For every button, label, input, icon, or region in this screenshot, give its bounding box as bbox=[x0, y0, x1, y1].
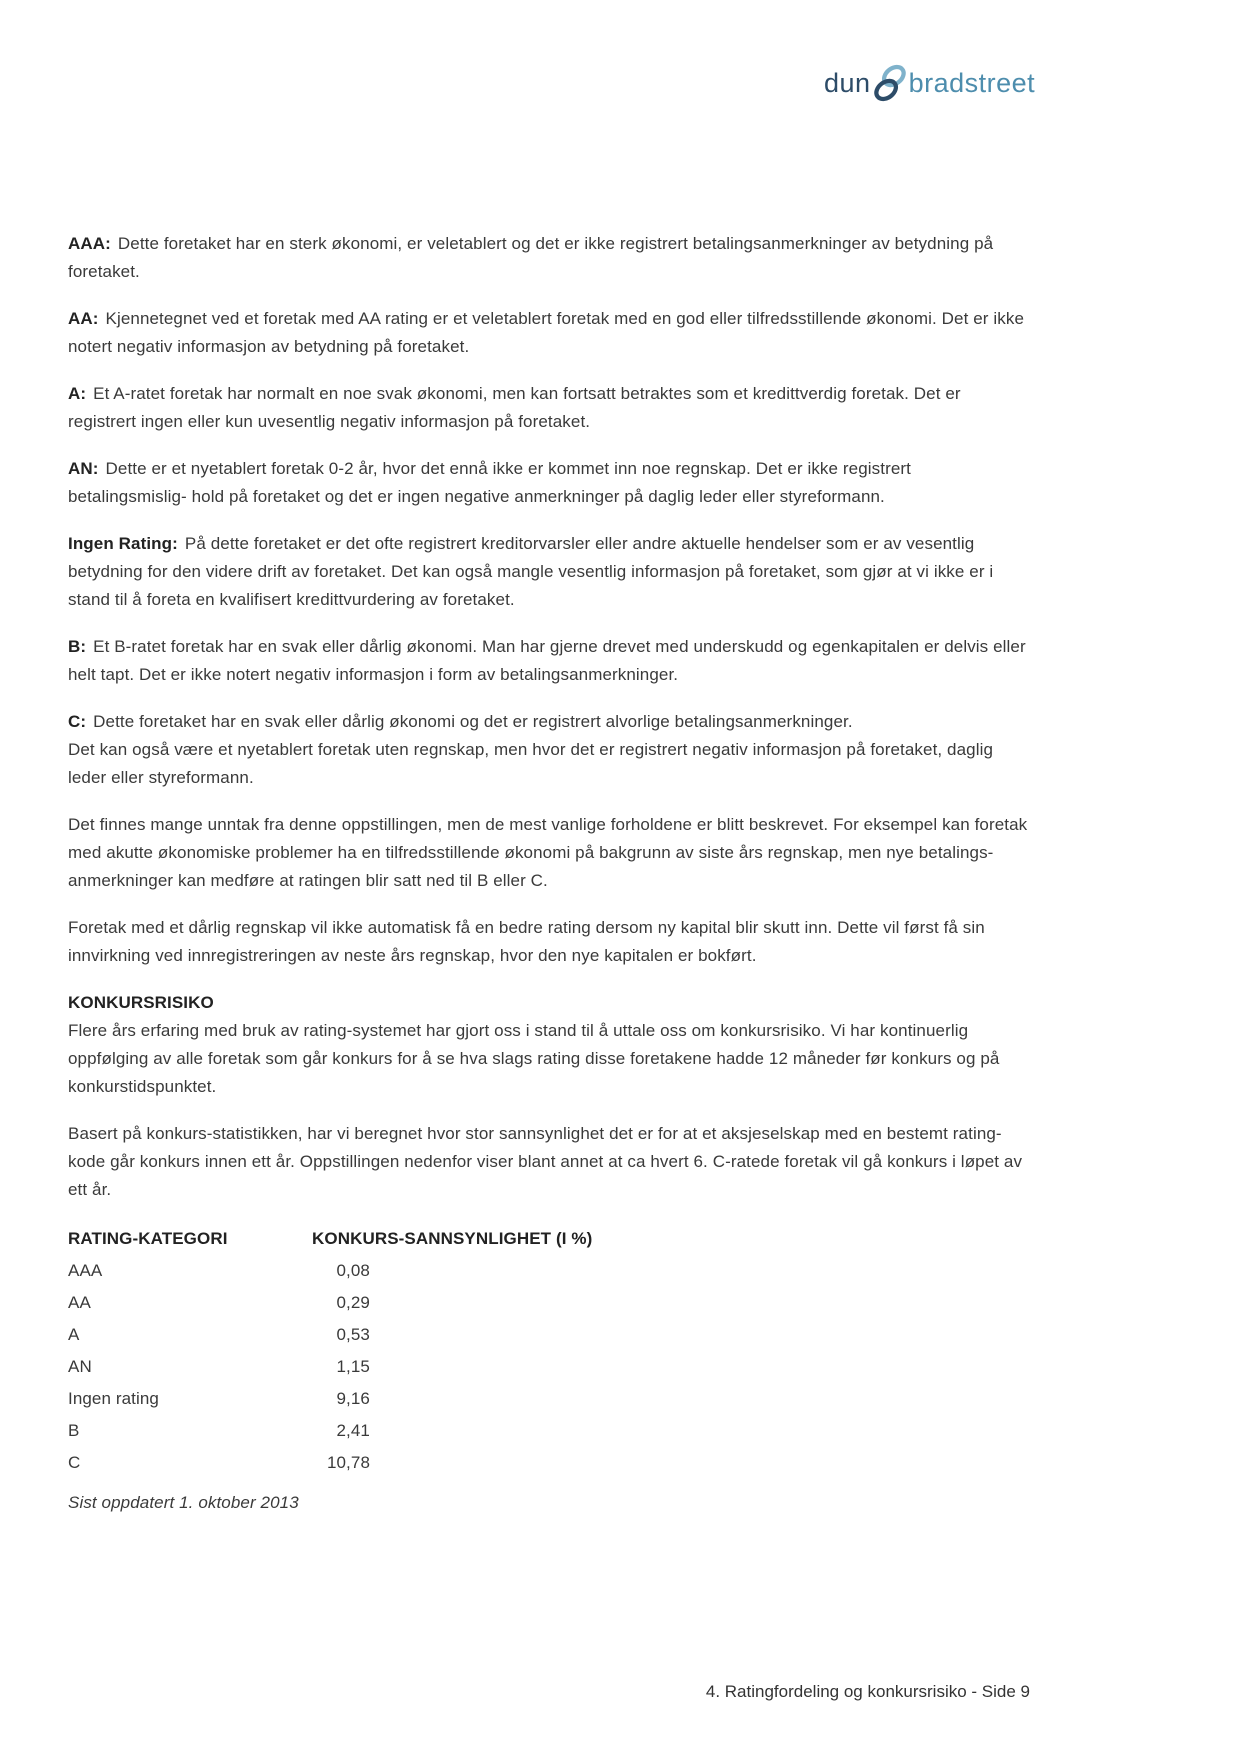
paragraph-text: Foretak med et dårlig regnskap vil ikke automatisk få en bedre rating dersom ny kapital blir skutt inn. Dette vil først få sin innvirkning ved innregistreringen av neste års regnskap, hvor den nye kapitalen er bokført. bbox=[68, 918, 985, 965]
paragraph-exceptions bbox=[68, 811, 1030, 895]
rating-label: AAA bbox=[68, 1261, 103, 1280]
paragraph-text: Dette foretaket har en sterk økonomi, er veletablert og det er ikke registrert betalingsanmerkninger av betydning på foretaket. bbox=[68, 234, 994, 281]
paragraph-an bbox=[68, 455, 1030, 511]
paragraph-aa bbox=[68, 305, 1030, 361]
rating-code-label: AN: bbox=[68, 459, 99, 478]
paragraph-text: Basert på konkurs-statistikken, har vi beregnet hvor stor sannsynlighet det er for at et aksjeselskap med en bestemt rating-kode går konkurs innen ett år. Oppstillingen nedenfor viser blant annet at ca hvert 6. C-ratede foretak vil gå konkurs i løpet av ett år. bbox=[68, 1124, 1023, 1199]
table-header-row bbox=[68, 1223, 1030, 1255]
probability-value: 2,41 bbox=[336, 1421, 370, 1440]
rating-probability-table bbox=[68, 1223, 1030, 1479]
column-header-rating: RATING-KATEGORI bbox=[68, 1229, 228, 1248]
probability-value: 0,29 bbox=[336, 1293, 370, 1312]
paragraph-ingen-rating bbox=[68, 530, 1030, 614]
page-content bbox=[68, 230, 1030, 1517]
paragraph-text: Det finnes mange unntak fra denne oppstillingen, men de mest vanlige forholdene er blitt beskrevet. For eksempel kan foretak med akutte økonomiske problemer ha en tilfredsstillende økonomi på bakgrunn av siste års regnskap, men nye betalings- anmerkninger kan medføre at ratingen blir satt ned til B eller C. bbox=[68, 815, 1028, 890]
rating-label: C bbox=[68, 1453, 81, 1472]
table-row bbox=[68, 1383, 1030, 1415]
page-footer: 4. Ratingfordeling og konkursrisiko - Side 9 bbox=[705, 1682, 1030, 1701]
konkursrisiko-section bbox=[68, 989, 1030, 1101]
paragraph-a bbox=[68, 380, 1030, 436]
logo-word-dun: dun bbox=[824, 67, 871, 98]
section-heading: KONKURSRISIKO bbox=[68, 993, 214, 1012]
table-row bbox=[68, 1351, 1030, 1383]
paragraph-text: Dette foretaket har en svak eller dårlig økonomi og det er registrert alvorlige betalingsanmerkninger. bbox=[93, 712, 853, 731]
probability-value: 9,16 bbox=[336, 1389, 370, 1408]
paragraph-c bbox=[68, 708, 1030, 792]
rating-label: A bbox=[68, 1325, 80, 1344]
rating-label: B bbox=[68, 1421, 80, 1440]
rating-code-label: A: bbox=[68, 384, 87, 403]
paragraph-text: Et B-ratet foretak har en svak eller dårlig økonomi. Man har gjerne drevet med underskudd og egenkapitalen er delvis eller helt tapt. Det er ikke notert negativ informasjon i form av betalingsanmerkninger. bbox=[68, 637, 1026, 684]
paragraph-text: På dette foretaket er det ofte registrert kreditorvarsler eller andre aktuelle hendelser som er av vesentlig betydning for den videre drift av foretaket. Det kan også mangle vesentlig informasjon på foretaket, som gjør at vi ikke er i stand til å foreta en kvalifisert kredittvurdering av foretaket. bbox=[68, 534, 994, 609]
rating-code-label: AA: bbox=[68, 309, 99, 328]
paragraph-text: Dette er et nyetablert foretak 0-2 år, hvor det ennå ikke er kommet inn noe regnskap. Det er ikke registrert betalingsmislig- hold på foretaket og det er ingen negative anmerkninger på daglig leder eller styreformann. bbox=[68, 459, 911, 506]
section-body: Flere års erfaring med bruk av rating-systemet har gjort oss i stand til å uttale oss om konkursrisiko. Vi har kontinuerlig oppfølging av alle foretak som går konkurs for å se hva slags rating disse foretakene hadde 12 måneder før konkurs og på konkurstidspunktet. bbox=[68, 1021, 1000, 1096]
last-updated-note: Sist oppdatert 1. oktober 2013 bbox=[68, 1493, 299, 1512]
probability-value: 0,53 bbox=[336, 1325, 370, 1344]
rating-code-label: B: bbox=[68, 637, 87, 656]
rating-code-label: AAA: bbox=[68, 234, 111, 253]
paragraph-basert bbox=[68, 1120, 1030, 1204]
paragraph-b bbox=[68, 633, 1030, 689]
table-row bbox=[68, 1287, 1030, 1319]
paragraph-new-capital bbox=[68, 914, 1030, 970]
probability-value: 0,08 bbox=[336, 1261, 370, 1280]
rating-label: AN bbox=[68, 1357, 92, 1376]
rating-label: Ingen rating bbox=[68, 1389, 159, 1408]
table-row bbox=[68, 1415, 1030, 1447]
table-row bbox=[68, 1319, 1030, 1351]
rating-code-label: C: bbox=[68, 712, 87, 731]
paragraph-text: Det kan også være et nyetablert foretak uten regnskap, men hvor det er registrert negativ informasjon på foretaket, daglig leder eller styreformann. bbox=[68, 740, 994, 787]
logo-word-bradstreet: bradstreet bbox=[908, 67, 1036, 98]
table-row bbox=[68, 1447, 1030, 1479]
paragraph-aaa bbox=[68, 230, 1030, 286]
paragraph-text: Kjennetegnet ved et foretak med AA rating er et veletablert foretak med en god eller tilfredsstillende økonomi. Det er ikke notert negativ informasjon av betydning på foretaket. bbox=[68, 309, 1025, 356]
ampersand-icon bbox=[873, 62, 907, 104]
rating-code-label: Ingen Rating: bbox=[68, 534, 178, 553]
probability-value: 10,78 bbox=[326, 1453, 370, 1472]
rating-label: AA bbox=[68, 1293, 91, 1312]
probability-value: 1,15 bbox=[336, 1357, 370, 1376]
table-row bbox=[68, 1255, 1030, 1287]
paragraph-text: Et A-ratet foretak har normalt en noe svak økonomi, men kan fortsatt betraktes som et kredittverdig foretak. Det er registrert ingen eller kun uvesentlig negativ informasjon på foretaket. bbox=[68, 384, 961, 431]
column-header-probability: KONKURS-SANNSYNLIGHET (I %) bbox=[312, 1229, 593, 1248]
dun-bradstreet-logo bbox=[824, 62, 1035, 104]
